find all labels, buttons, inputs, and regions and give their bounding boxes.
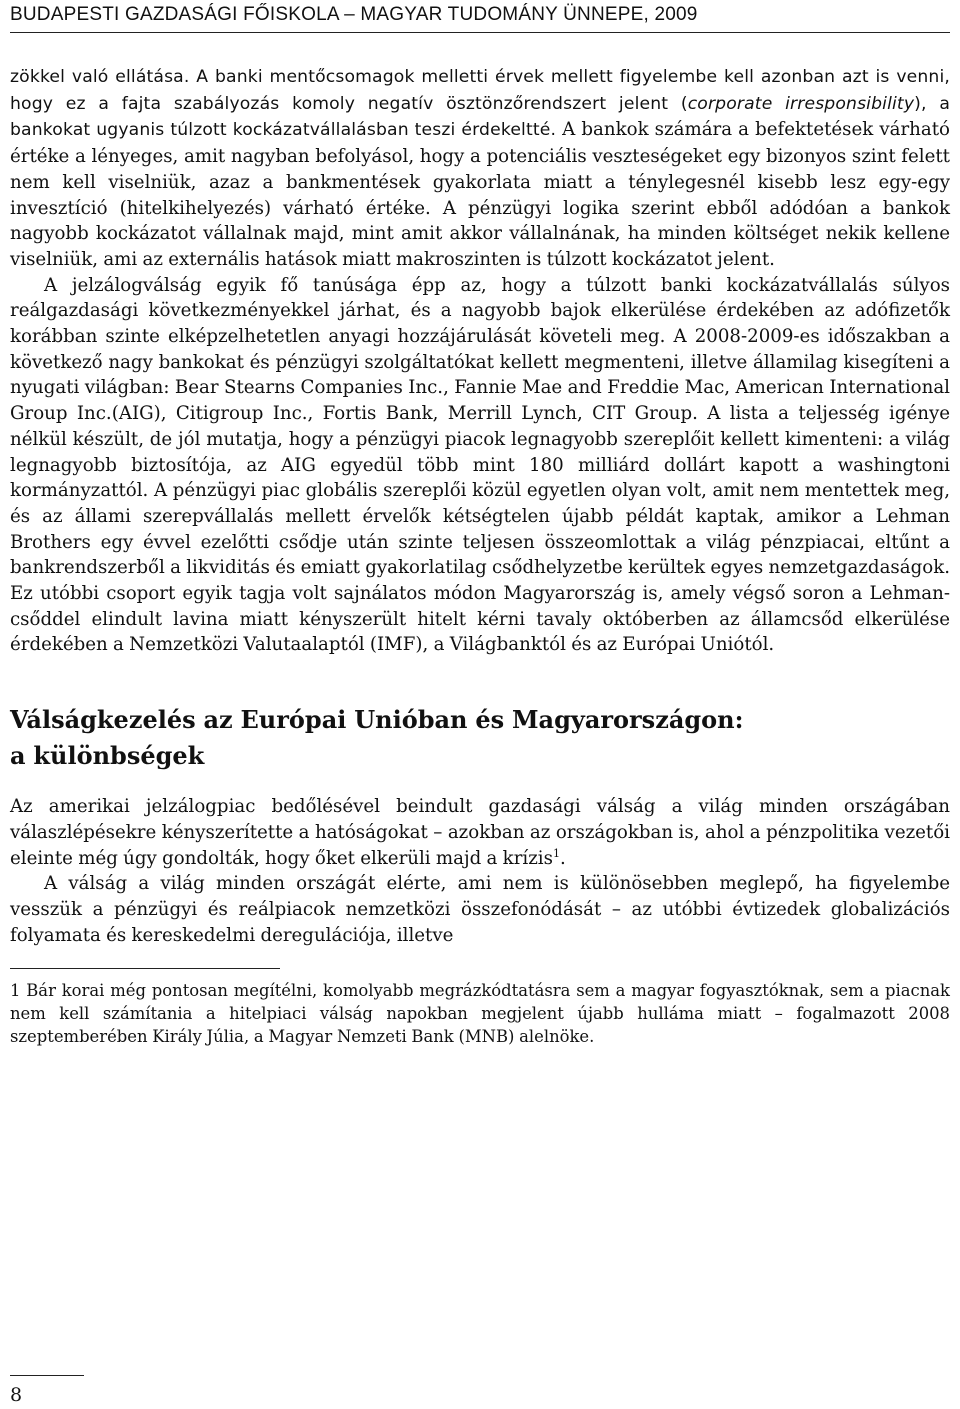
document-body [10, 64, 950, 1048]
page-number: 8 [10, 1384, 23, 1406]
paragraph-3: Az amerikai jelzálogpiac bedőlésével beindult gazdasági válság a világ minden országában válaszlépésekre kényszerítette a hatóságokat – azokban az országokban is, ahol a pénzpolitika vezetői eleinte még úgy gondolták, hogy őket elkerüli majd a krízis$^1$. [10, 796, 950, 869]
term-corporate-irresponsibility: corporate irresponsibility [687, 93, 915, 114]
paragraph-1-intro: zökkel való ellátása. A banki mentőcsomagok melletti érvek mellett figyelembe kell azonban azt is venni, hogy ez a fajta szabályozás komoly negatív ösztönzőrendszert jelent (corporate irresponsibility), a bankokat ugyanis túlzott kockázatvállalásban teszi érdekeltté. [10, 67, 951, 141]
running-header: BUDAPESTI GAZDASÁGI FŐISKOLA – MAGYAR TUDOMÁNY ÜNNEPE, 2009 [10, 4, 950, 33]
section-heading: Válságkezelés az Európai Unióban és Magyarországon: a különbségek [10, 705, 744, 771]
page-number-rule [10, 1375, 84, 1376]
paragraph-4: A válság a világ minden országát elérte, ami nem is különösebben meglepő, ha figyelembe vesszük a pénzügyi és reálpiacok nemzetközi összefonódását – az utóbbi évtizedek globalizációs folyamata és kereskedelmi deregulációja, illetve [10, 873, 950, 946]
paragraph-1 [10, 64, 950, 273]
footnote-reference[interactable]: 1 [552, 846, 560, 860]
paragraph-1-continuation: A bankok számára a befektetések várható értéke a lényeges, amit nagyban befolyásol, hogy a potenciális veszteségeket egy bizonyos szint felett nem kell viselniük, azaz a bankmentések gyakorlata miatt a ténylegesnél kisebb lesz egy-egy invesztíció (hitelkihelyezés) várható értéke. A pénzügyi logika szerint ebből adódóan a bankok nagyobb kockázatot vállalnak majd, mint amit akkor vállalnának, ha minden költséget nekik kellene viselniük, ami az externális hatások miatt makroszinten is túlzott kockázatot jelent. [10, 119, 950, 270]
footnote-separator [10, 968, 280, 969]
footnote-1: 1 Bár korai még pontosan megítélni, komolyabb megrázkódtatásra sem a magyar fogyasztóknak, sem a piacnak nem kell számítania a hitelpiaci válság napokban megjelent újabb hulláma miatt – fogalmazott 2008 szeptemberében Király Júlia, a Magyar Nemzeti Bank (MNB) alelnöke. [10, 981, 950, 1047]
paragraph-2: A jelzálogválság egyik fő tanúsága épp az, hogy a túlzott banki kockázatvállalás súlyos reálgazdasági következményekkel járhat, és a nagyobb bajok elkerülése érdekében az adófizetők korábban szinte elképzelhetetlen anyagi hozzájárulását követeli meg. A 2008-2009-es időszakban a következő nagy bankokat és pénzügyi szolgáltatókat kellett megmenteni, illetve államilag kisegíteni a nyugati világban: Bear Stearns Companies Inc., Fannie Mae and Freddie Mac, American International Group Inc.(AIG), Citigroup Inc., Fortis Bank, Merrill Lynch, CIT Group. A lista a teljesség igénye nélkül készült, de jól mutatja, hogy a pénzügyi piacok legnagyobb szereplőit kellett kimenteni: a világ legnagyobb biztosítója, az AIG egyedül több mint 180 milliárd dollárt kapott a washingtoni kormányzattól. A pénzügyi piac globális szereplői közül egyetlen olyan volt, amit nem mentettek meg, és az állami szerepvállalás mellett érvelők kétségtelen újabb példát kaptak, amikor a Lehman Brothers egy évvel ezelőtti csődje után szinte teljesen összeomlottak a világ pénzpiacai, eltűnt a bankrendszerből a likviditás és emiatt gyakorlatilag csődhelyzetbe kerültek egyes nemzetgazdaságok. Ez utóbbi csoport egyik tagja volt sajnálatos módon Magyarország is, amely végső soron a Lehman-csőddel elindult lavina miatt kényszerült hitelt kérni tavaly októberben az államcsőd elkerülése érdekében a Nemzetközi Valutaalaptól (IMF), a Világbanktól és az Európai Uniótól. [10, 274, 950, 656]
